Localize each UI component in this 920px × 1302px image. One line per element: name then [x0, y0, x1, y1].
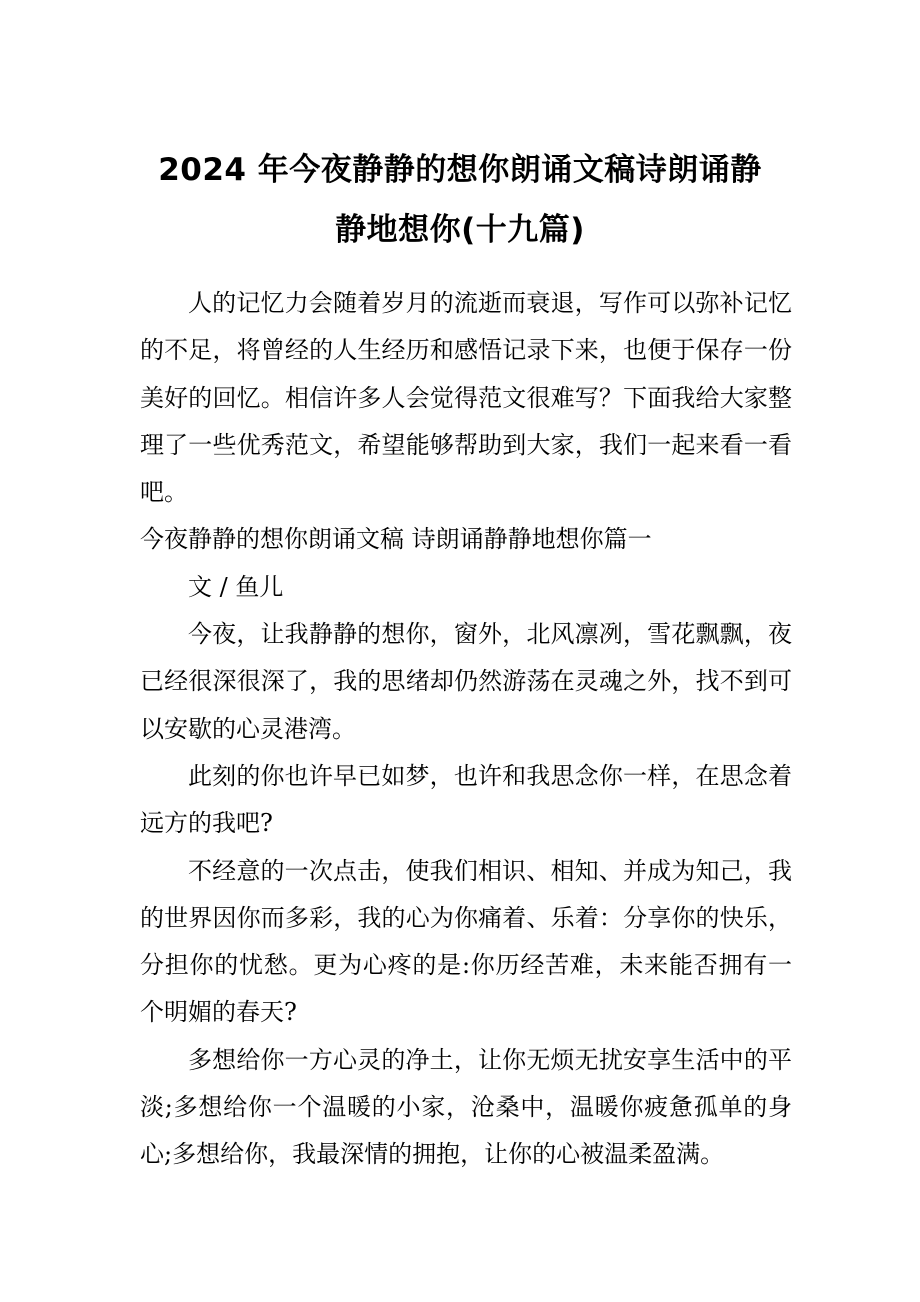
body-paragraph: 多想给你一方心灵的净土，让你无烦无扰安享生活中的平淡;多想给你一个温暖的小家，沧桑中，温暖你疲惫孤单的身心;多想给你，我最深情的拥抱，让你的心被温柔盈满。: [140, 1045, 792, 1169]
title-line-2: 静地想你(十九篇): [335, 212, 585, 248]
title-line-1: 2024 年今夜静静的想你朗诵文稿诗朗诵静: [158, 152, 762, 188]
intro-paragraph: 人的记忆力会随着岁月的流逝而衰退，写作可以弥补记忆的不足，将曾经的人生经历和感悟记录下来，也便于保存一份美好的回忆。相信许多人会觉得范文很难写？下面我给大家整理了一些优秀范文，希望能够帮助到大家，我们一起来看一看吧。: [140, 289, 792, 507]
body-paragraph: 不经意的一次点击，使我们相识、相知、并成为知己，我的世界因你而多彩，我的心为你痛着、乐着：分享你的快乐，分担你的忧愁。更为心疼的是:你历经苦难，未来能否拥有一个明媚的春天?: [140, 856, 792, 1027]
document-title: [120, 140, 800, 260]
body-paragraph: 今夜，让我静静的想你，窗外，北风凛冽，雪花飘飘，夜已经很深很深了，我的思绪却仍然游荡在灵魂之外，找不到可以安歇的心灵港湾。: [140, 620, 792, 743]
document-body: [140, 280, 792, 1179]
author-line: 文 / 鱼儿: [188, 572, 284, 601]
body-paragraph: 此刻的你也许早已如梦，也许和我思念你一样，在思念着远方的我吧?: [140, 761, 792, 838]
section-heading: 今夜静静的想你朗诵文稿 诗朗诵静静地想你篇一: [140, 525, 652, 554]
